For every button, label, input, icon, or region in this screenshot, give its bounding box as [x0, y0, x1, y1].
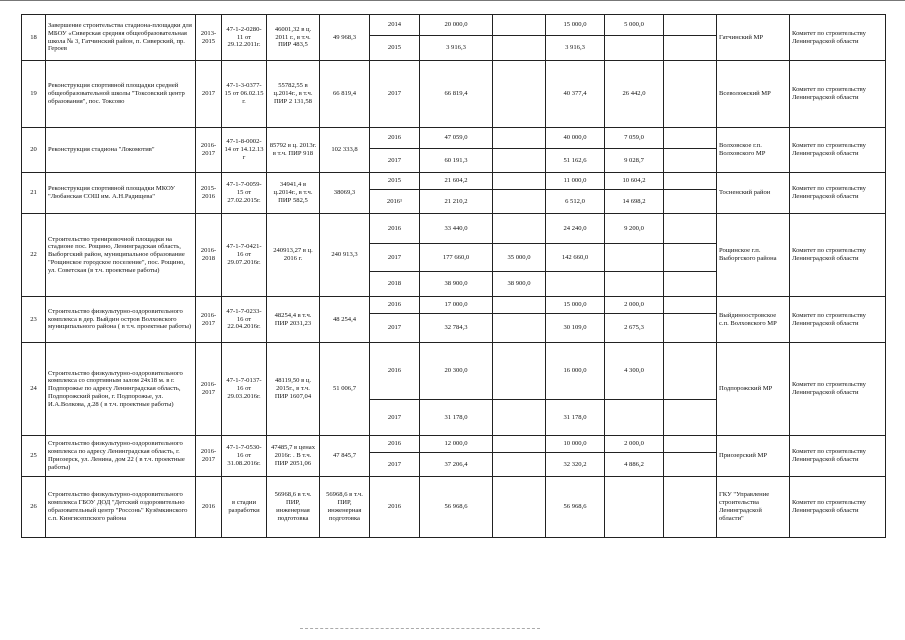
financing-year: 2017 [370, 314, 420, 343]
table-row [22, 477, 886, 538]
object-name: Реконструкция спортивной площадки средней общеобразовательной школы "Токсовский центр образования", пос. Токсово [46, 61, 196, 128]
local-budget [605, 400, 664, 436]
table-row [22, 436, 886, 453]
estimated-cost: 85792 в ц. 2013г. в т.ч. ПИР 918 [267, 128, 320, 173]
financing-year: 2015 [370, 36, 420, 61]
object-name: Строительство физкультурно-оздоровительного комплекса со спортивным залом 24х18 м. в г. Подпорожье по адресу Ленинградская область, Подпорожский район, г. Подпорожье, ул. И.А.Волкова, д.28 ( в т.ч. проектные работы) [46, 343, 196, 436]
customer-name: Волховское г.п. Волховского МР [717, 128, 790, 173]
year-total: 47 059,0 [420, 128, 493, 149]
row-number: 23 [22, 297, 46, 343]
other-sources [664, 190, 717, 214]
year-total: 17 000,0 [420, 297, 493, 314]
customer-name: Тосненский район [717, 173, 790, 214]
federal-budget [493, 314, 546, 343]
regional-budget: 16 000,0 [546, 343, 605, 400]
regional-budget: 24 240,0 [546, 214, 605, 244]
total-financing: 66 819,4 [320, 61, 370, 128]
local-budget: 14 698,2 [605, 190, 664, 214]
year-total: 21 210,2 [420, 190, 493, 214]
year-total: 37 206,4 [420, 453, 493, 477]
construction-period: 2016 [196, 477, 222, 538]
regional-budget: 15 000,0 [546, 297, 605, 314]
year-total: 177 660,0 [420, 244, 493, 272]
year-total: 33 440,0 [420, 214, 493, 244]
federal-budget [493, 477, 546, 538]
financing-year: 2016 [370, 297, 420, 314]
other-sources [664, 343, 717, 400]
federal-budget [493, 297, 546, 314]
federal-budget [493, 149, 546, 173]
total-financing: 47 845,7 [320, 436, 370, 477]
regional-budget: 30 109,0 [546, 314, 605, 343]
financing-year: 2015 [370, 173, 420, 190]
federal-budget [493, 190, 546, 214]
construction-period: 2016-2017 [196, 128, 222, 173]
customer-name: Гатчинский МР [717, 15, 790, 61]
local-budget: 9 028,7 [605, 149, 664, 173]
object-name: Строительство физкультурно-оздоровительного комплекса в дер. Выйдин остров Волховского муниципального района ( в т.ч. проектные работы) [46, 297, 196, 343]
financing-year: 2018 [370, 272, 420, 297]
responsible-executor: Комитет по строительству Ленинградской области [790, 173, 886, 214]
year-total: 20 300,0 [420, 343, 493, 400]
expertise-conclusion: 47-1-7-0137-16 от 29.03.2016г. [222, 343, 267, 436]
local-budget: 4 886,2 [605, 453, 664, 477]
row-number: 18 [22, 15, 46, 61]
total-financing: 49 968,3 [320, 15, 370, 61]
responsible-executor: Комитет по строительству Ленинградской области [790, 128, 886, 173]
other-sources [664, 436, 717, 453]
regional-budget [546, 272, 605, 297]
financing-year: 2016 [370, 343, 420, 400]
customer-name: Выйдиноостровское с.п. Волховского МР [717, 297, 790, 343]
estimated-cost: 55782,55 в ц.2014г., в т.ч. ПИР 2 131,58 [267, 61, 320, 128]
object-name: Строительство тренировочной площадки на стадионе пос. Рощино, Ленинградская область, Выборгский район, муниципальное образование "Рощинское городское поселение", пос. Рощино, ул. Советская (в т.ч. проектные работы) [46, 214, 196, 297]
regional-budget: 3 916,3 [546, 36, 605, 61]
other-sources [664, 173, 717, 190]
row-number: 22 [22, 214, 46, 297]
responsible-executor: Комитет по строительству Ленинградской области [790, 214, 886, 297]
total-financing: 38069,3 [320, 173, 370, 214]
estimated-cost: 48119,50 в ц. 2015г., в т.ч. ПИР 1607,04 [267, 343, 320, 436]
other-sources [664, 149, 717, 173]
year-total: 60 191,3 [420, 149, 493, 173]
construction-period: 2016-2017 [196, 343, 222, 436]
other-sources [664, 297, 717, 314]
regional-budget: 15 000,0 [546, 15, 605, 36]
other-sources [664, 453, 717, 477]
financing-year: 2016 [370, 128, 420, 149]
local-budget: 26 442,0 [605, 61, 664, 128]
table-body [22, 15, 886, 538]
year-total: 21 604,2 [420, 173, 493, 190]
row-number: 26 [22, 477, 46, 538]
local-budget: 10 604,2 [605, 173, 664, 190]
customer-name: Подпорожский МР [717, 343, 790, 436]
row-number: 25 [22, 436, 46, 477]
federal-budget [493, 173, 546, 190]
customer-name: Рощинское г.п. Выборгского района [717, 214, 790, 297]
total-financing: 102 333,8 [320, 128, 370, 173]
expertise-conclusion: 47-1-7-0233-16 от 22.04.2016г. [222, 297, 267, 343]
table-row [22, 15, 886, 36]
customer-name: Всеволожский МР [717, 61, 790, 128]
table-row [22, 214, 886, 244]
regional-budget: 40 000,0 [546, 128, 605, 149]
federal-budget [493, 128, 546, 149]
expertise-conclusion: 47-1-7-0530-16 от 31.08.2016г. [222, 436, 267, 477]
local-budget [605, 272, 664, 297]
regional-budget: 142 660,0 [546, 244, 605, 272]
financing-year: 2017 [370, 149, 420, 173]
expertise-conclusion: 47-1-7-0059-15 от 27.02.2015г. [222, 173, 267, 214]
financing-year: 2014 [370, 15, 420, 36]
other-sources [664, 15, 717, 36]
year-total: 32 784,3 [420, 314, 493, 343]
financing-year: 2017 [370, 400, 420, 436]
year-total: 56 968,6 [420, 477, 493, 538]
federal-budget [493, 15, 546, 36]
local-budget: 7 059,0 [605, 128, 664, 149]
responsible-executor: Комитет по строительству Ленинградской области [790, 477, 886, 538]
row-number: 21 [22, 173, 46, 214]
federal-budget [493, 436, 546, 453]
row-number: 20 [22, 128, 46, 173]
object-name: Реконструкция стадиона "Локомотив" [46, 128, 196, 173]
construction-period: 2015-2016 [196, 173, 222, 214]
year-total: 20 000,0 [420, 15, 493, 36]
object-name: Строительство физкультурно-оздоровительного комплекса по адресу Ленинградская область, г. Приозерск, ул. Ленина, дом 22 ( в т.ч. проектные работы) [46, 436, 196, 477]
financing-year: 2016 [370, 436, 420, 453]
regional-budget: 11 000,0 [546, 173, 605, 190]
year-total: 66 819,4 [420, 61, 493, 128]
regional-budget: 40 377,4 [546, 61, 605, 128]
federal-budget [493, 36, 546, 61]
other-sources [664, 477, 717, 538]
federal-budget [493, 343, 546, 400]
row-number: 24 [22, 343, 46, 436]
local-budget [605, 477, 664, 538]
table-row [22, 343, 886, 400]
regional-budget: 31 178,0 [546, 400, 605, 436]
expertise-conclusion: в стадии разработки [222, 477, 267, 538]
year-total: 3 916,3 [420, 36, 493, 61]
page-bottom-mark [300, 628, 540, 629]
estimated-cost: 47485,7 в ценах 2016г. . В т.ч. ПИР 2051,06 [267, 436, 320, 477]
financing-year: 2016 [370, 477, 420, 538]
table-row [22, 297, 886, 314]
local-budget: 2 000,0 [605, 436, 664, 453]
regional-budget: 32 320,2 [546, 453, 605, 477]
other-sources [664, 272, 717, 297]
year-total: 31 178,0 [420, 400, 493, 436]
federal-budget: 38 900,0 [493, 272, 546, 297]
other-sources [664, 314, 717, 343]
regional-budget: 10 000,0 [546, 436, 605, 453]
local-budget: 4 300,0 [605, 343, 664, 400]
construction-period: 2016-2017 [196, 436, 222, 477]
construction-period: 2016-2018 [196, 214, 222, 297]
table-row [22, 173, 886, 190]
local-budget [605, 36, 664, 61]
object-name: Реконструкция спортивной площадки МКОУ "Любанская СОШ им. А.Н.Радищева" [46, 173, 196, 214]
object-name: Завершение строительства стадиона-площадки для МБОУ «Сиверская средняя общеобразовательная школа № 3, Гатчинский район, п. Сиверский, пр. Героев [46, 15, 196, 61]
estimated-cost: 56968,6 в т.ч. ПИР, инженерная подготовка [267, 477, 320, 538]
financing-year: 2017 [370, 61, 420, 128]
construction-period: 2016-2017 [196, 297, 222, 343]
expertise-conclusion: 47-1-2-0280-11 от 29.12.2011г. [222, 15, 267, 61]
federal-budget [493, 61, 546, 128]
local-budget: 2 000,0 [605, 297, 664, 314]
table-row [22, 128, 886, 149]
total-financing: 51 006,7 [320, 343, 370, 436]
construction-period: 2013-2015 [196, 15, 222, 61]
financing-year: 2016 [370, 214, 420, 244]
expertise-conclusion: 47-1-7-0421-16 от 29.07.2016г. [222, 214, 267, 297]
responsible-executor: Комитет по строительству Ленинградской области [790, 61, 886, 128]
construction-period: 2017 [196, 61, 222, 128]
regional-budget: 6 512,0 [546, 190, 605, 214]
total-financing: 240 913,3 [320, 214, 370, 297]
other-sources [664, 400, 717, 436]
year-total: 12 000,0 [420, 436, 493, 453]
other-sources [664, 36, 717, 61]
local-budget: 9 200,0 [605, 214, 664, 244]
program-objects-table [21, 14, 886, 538]
other-sources [664, 214, 717, 244]
year-total: 38 900,0 [420, 272, 493, 297]
federal-budget: 35 000,0 [493, 244, 546, 272]
object-name: Строительство физкультурно-оздоровительного комплекса ГБОУ ДОД "Детский оздоровительно образовательный центр "Россонь" Кузёмкинского с.п. Кингисеппского района [46, 477, 196, 538]
local-budget: 2 675,3 [605, 314, 664, 343]
regional-budget: 51 162,6 [546, 149, 605, 173]
local-budget [605, 244, 664, 272]
federal-budget [493, 214, 546, 244]
total-financing: 48 254,4 [320, 297, 370, 343]
scan-edge-line [0, 0, 905, 1]
estimated-cost: 34941,4 в ц.2014г., в т.ч. ПИР 582,5 [267, 173, 320, 214]
other-sources [664, 61, 717, 128]
customer-name: ГКУ "Управление строительства Ленинградской области" [717, 477, 790, 538]
responsible-executor: Комитет по строительству Ленинградской области [790, 15, 886, 61]
estimated-cost: 46001,32 в ц. 2011 г., в т.ч. ПИР 483,5 [267, 15, 320, 61]
row-number: 19 [22, 61, 46, 128]
expertise-conclusion: 47-1-3-0377-15 от 06.02.15 г. [222, 61, 267, 128]
responsible-executor: Комитет по строительству Ленинградской области [790, 343, 886, 436]
local-budget: 5 000,0 [605, 15, 664, 36]
regional-budget: 56 968,6 [546, 477, 605, 538]
financing-year: 2016¹ [370, 190, 420, 214]
other-sources [664, 128, 717, 149]
expertise-conclusion: 47-1-8-0002-14 от 14.12.13 г [222, 128, 267, 173]
other-sources [664, 244, 717, 272]
estimated-cost: 240913,27 в ц. 2016 г. [267, 214, 320, 297]
federal-budget [493, 453, 546, 477]
responsible-executor: Комитет по строительству Ленинградской области [790, 297, 886, 343]
customer-name: Приозерский МР [717, 436, 790, 477]
responsible-executor: Комитет по строительству Ленинградской области [790, 436, 886, 477]
federal-budget [493, 400, 546, 436]
table-row [22, 61, 886, 128]
financing-year: 2017 [370, 244, 420, 272]
estimated-cost: 48254,4 в т.ч. ПИР 2031,23 [267, 297, 320, 343]
financing-year: 2017 [370, 453, 420, 477]
total-financing: 56968,6 в т.ч. ПИР, инженерная подготовка [320, 477, 370, 538]
